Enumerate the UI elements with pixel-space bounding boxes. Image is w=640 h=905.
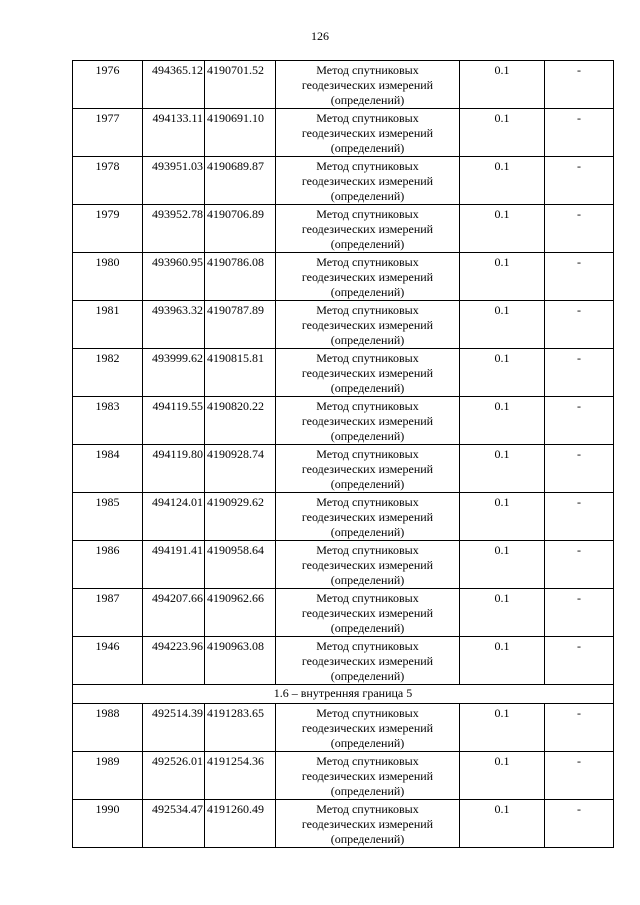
method-line: Метод спутниковых: [316, 495, 419, 509]
table-row: [73, 205, 614, 253]
description-cell: -: [545, 301, 614, 349]
method-line: геодезических измерений: [301, 462, 434, 476]
accuracy-cell: 0.1: [460, 253, 545, 301]
method-cell: [276, 157, 460, 205]
point-number-cell: 1977: [73, 109, 143, 157]
description-cell: -: [545, 589, 614, 637]
method-cell: [276, 541, 460, 589]
method-cell: [276, 704, 460, 752]
section-row: [73, 685, 614, 704]
method-line: (определений): [330, 669, 405, 683]
point-number-cell: 1987: [73, 589, 143, 637]
description-cell: -: [545, 397, 614, 445]
point-number-cell: 1989: [73, 752, 143, 800]
method-line: геодезических измерений: [301, 366, 434, 380]
method-line: (определений): [330, 832, 405, 846]
y-coordinate-cell: 4190820.22: [205, 397, 276, 445]
description-cell: -: [545, 61, 614, 109]
table-row: [73, 157, 614, 205]
method-cell: [276, 253, 460, 301]
page-number: 126: [311, 29, 329, 43]
point-number-cell: 1986: [73, 541, 143, 589]
method-cell: [276, 349, 460, 397]
accuracy-cell: 0.1: [460, 752, 545, 800]
point-number-cell: 1984: [73, 445, 143, 493]
method-cell: [276, 109, 460, 157]
accuracy-cell: 0.1: [460, 109, 545, 157]
method-line: (определений): [330, 525, 405, 539]
method-line: геодезических измерений: [301, 126, 434, 140]
x-coordinate-cell: 492514.39: [143, 704, 205, 752]
method-line: Метод спутниковых: [316, 591, 419, 605]
method-line: (определений): [330, 237, 405, 251]
coordinates-table: [72, 60, 614, 848]
method-line: (определений): [330, 333, 405, 347]
table-row: [73, 493, 614, 541]
point-number-cell: 1988: [73, 704, 143, 752]
method-line: геодезических измерений: [301, 270, 434, 284]
x-coordinate-cell: 493952.78: [143, 205, 205, 253]
method-cell: [276, 493, 460, 541]
method-line: геодезических измерений: [301, 222, 434, 236]
y-coordinate-cell: 4190706.89: [205, 205, 276, 253]
y-coordinate-cell: 4190962.66: [205, 589, 276, 637]
description-cell: -: [545, 109, 614, 157]
description-cell: -: [545, 800, 614, 848]
method-line: (определений): [330, 93, 405, 107]
y-coordinate-cell: 4190963.08: [205, 637, 276, 685]
description-cell: -: [545, 752, 614, 800]
section-title: 1.6 – внутренняя граница 5: [73, 685, 614, 704]
method-cell: [276, 301, 460, 349]
point-number-cell: 1982: [73, 349, 143, 397]
method-line: (определений): [330, 573, 405, 587]
method-cell: [276, 637, 460, 685]
method-line: Метод спутниковых: [316, 706, 419, 720]
accuracy-cell: 0.1: [460, 349, 545, 397]
x-coordinate-cell: 494124.01: [143, 493, 205, 541]
point-number-cell: 1978: [73, 157, 143, 205]
y-coordinate-cell: 4190689.87: [205, 157, 276, 205]
method-line: геодезических измерений: [301, 510, 434, 524]
method-line: Метод спутниковых: [316, 802, 419, 816]
method-line: геодезических измерений: [301, 78, 434, 92]
accuracy-cell: 0.1: [460, 61, 545, 109]
method-line: (определений): [330, 477, 405, 491]
x-coordinate-cell: 494119.80: [143, 445, 205, 493]
x-coordinate-cell: 493960.95: [143, 253, 205, 301]
x-coordinate-cell: 494207.66: [143, 589, 205, 637]
x-coordinate-cell: 493963.32: [143, 301, 205, 349]
description-cell: -: [545, 637, 614, 685]
point-number-cell: 1990: [73, 800, 143, 848]
y-coordinate-cell: 4190787.89: [205, 301, 276, 349]
point-number-cell: 1976: [73, 61, 143, 109]
accuracy-cell: 0.1: [460, 397, 545, 445]
y-coordinate-cell: 4190929.62: [205, 493, 276, 541]
y-coordinate-cell: 4190815.81: [205, 349, 276, 397]
method-line: геодезических измерений: [301, 606, 434, 620]
accuracy-cell: 0.1: [460, 541, 545, 589]
method-line: Метод спутниковых: [316, 303, 419, 317]
point-number-cell: 1946: [73, 637, 143, 685]
method-line: геодезических измерений: [301, 654, 434, 668]
y-coordinate-cell: 4190928.74: [205, 445, 276, 493]
point-number-cell: 1979: [73, 205, 143, 253]
description-cell: -: [545, 157, 614, 205]
accuracy-cell: 0.1: [460, 445, 545, 493]
table-row: [73, 541, 614, 589]
x-coordinate-cell: 494365.12: [143, 61, 205, 109]
accuracy-cell: 0.1: [460, 157, 545, 205]
method-line: (определений): [330, 621, 405, 635]
x-coordinate-cell: 494133.11: [143, 109, 205, 157]
method-line: Метод спутниковых: [316, 351, 419, 365]
method-line: Метод спутниковых: [316, 111, 419, 125]
y-coordinate-cell: 4191254.36: [205, 752, 276, 800]
table-row: [73, 349, 614, 397]
method-cell: [276, 800, 460, 848]
point-number-cell: 1981: [73, 301, 143, 349]
x-coordinate-cell: 492526.01: [143, 752, 205, 800]
description-cell: -: [545, 253, 614, 301]
x-coordinate-cell: 492534.47: [143, 800, 205, 848]
description-cell: -: [545, 349, 614, 397]
method-line: Метод спутниковых: [316, 543, 419, 557]
method-line: (определений): [330, 189, 405, 203]
table-row: [73, 109, 614, 157]
point-number-cell: 1983: [73, 397, 143, 445]
method-cell: [276, 589, 460, 637]
method-line: Метод спутниковых: [316, 639, 419, 653]
method-line: Метод спутниковых: [316, 207, 419, 221]
y-coordinate-cell: 4190786.08: [205, 253, 276, 301]
accuracy-cell: 0.1: [460, 704, 545, 752]
accuracy-cell: 0.1: [460, 493, 545, 541]
point-number-cell: 1985: [73, 493, 143, 541]
table-row: [73, 445, 614, 493]
description-cell: -: [545, 704, 614, 752]
method-line: (определений): [330, 285, 405, 299]
y-coordinate-cell: 4190701.52: [205, 61, 276, 109]
method-line: Метод спутниковых: [316, 399, 419, 413]
method-line: геодезических измерений: [301, 721, 434, 735]
method-cell: [276, 445, 460, 493]
x-coordinate-cell: 493999.62: [143, 349, 205, 397]
table-row: [73, 61, 614, 109]
method-cell: [276, 752, 460, 800]
method-line: Метод спутниковых: [316, 754, 419, 768]
y-coordinate-cell: 4191260.49: [205, 800, 276, 848]
method-line: (определений): [330, 429, 405, 443]
accuracy-cell: 0.1: [460, 301, 545, 349]
table-row: [73, 704, 614, 752]
table-row: [73, 253, 614, 301]
method-line: Метод спутниковых: [316, 159, 419, 173]
description-cell: -: [545, 541, 614, 589]
method-cell: [276, 205, 460, 253]
method-line: геодезических измерений: [301, 817, 434, 831]
method-line: геодезических измерений: [301, 174, 434, 188]
y-coordinate-cell: 4191283.65: [205, 704, 276, 752]
method-line: геодезических измерений: [301, 318, 434, 332]
x-coordinate-cell: 494191.41: [143, 541, 205, 589]
method-line: (определений): [330, 141, 405, 155]
table-row: [73, 301, 614, 349]
method-line: Метод спутниковых: [316, 447, 419, 461]
table-row: [73, 637, 614, 685]
description-cell: -: [545, 205, 614, 253]
method-cell: [276, 61, 460, 109]
method-line: геодезических измерений: [301, 414, 434, 428]
description-cell: -: [545, 493, 614, 541]
method-line: (определений): [330, 736, 405, 750]
method-line: геодезических измерений: [301, 769, 434, 783]
point-number-cell: 1980: [73, 253, 143, 301]
x-coordinate-cell: 494119.55: [143, 397, 205, 445]
x-coordinate-cell: 493951.03: [143, 157, 205, 205]
table-row: [73, 589, 614, 637]
table-row: [73, 752, 614, 800]
y-coordinate-cell: 4190691.10: [205, 109, 276, 157]
y-coordinate-cell: 4190958.64: [205, 541, 276, 589]
method-line: (определений): [330, 381, 405, 395]
method-line: (определений): [330, 784, 405, 798]
table-row: [73, 800, 614, 848]
method-line: Метод спутниковых: [316, 63, 419, 77]
x-coordinate-cell: 494223.96: [143, 637, 205, 685]
accuracy-cell: 0.1: [460, 637, 545, 685]
method-line: Метод спутниковых: [316, 255, 419, 269]
accuracy-cell: 0.1: [460, 589, 545, 637]
method-cell: [276, 397, 460, 445]
table-row: [73, 397, 614, 445]
description-cell: -: [545, 445, 614, 493]
accuracy-cell: 0.1: [460, 800, 545, 848]
method-line: геодезических измерений: [301, 558, 434, 572]
accuracy-cell: 0.1: [460, 205, 545, 253]
